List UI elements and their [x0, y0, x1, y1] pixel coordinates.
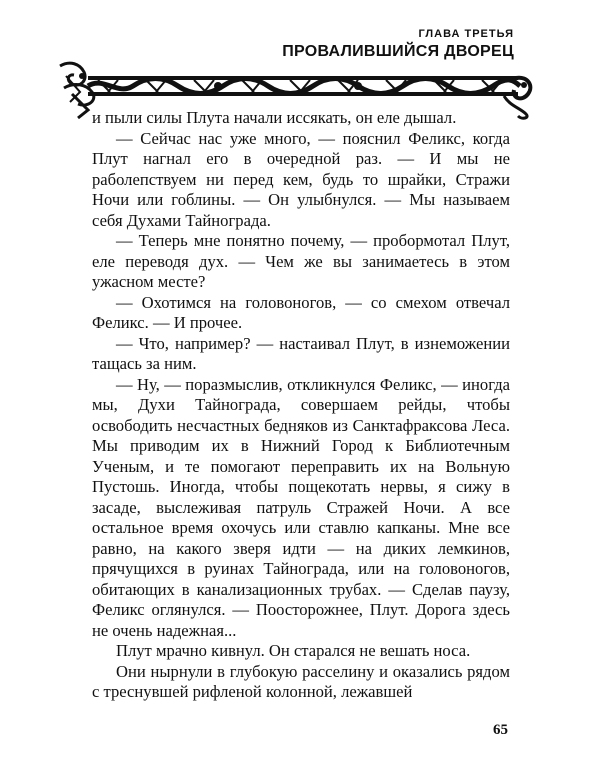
paragraph: Плут мрачно кивнул. Он старался не вешать носа.	[116, 641, 471, 660]
chapter-title: ПРОВАЛИВШИЙСЯ ДВОРЕЦ	[282, 43, 514, 60]
page-number: 65	[493, 722, 508, 738]
paragraph: — Ну, — поразмыслив, откликнулся Феликс, — иногда мы, Духи Тайнограда, совершаем рейды, чтобы освободить несчастных бедняков из Санктафраксова Леса. Мы приводим их в Нижний Город к Библиотечным Ученым, и те помогают переправить их на Вольную Пустошь. Иногда, чтобы пощекотать нервы, я сижу в засаде, выслеживая патруль Стражей Ночи. А все остальное время охочусь или ставлю капканы. Мне все равно, на какого зверя идти — на диких лемкинов, прячущихся в руинах Тайнограда, или на головоногов, обитающих в канализационных трубах. — Сделав паузу, Феликс оглянулся. — Поосторожнее, Плут. Дорога здесь не очень надежная...	[92, 374, 510, 640]
paragraph: — Теперь мне понятно почему, — пробормотал Плут, еле переводя дух. — Чем же вы занимаетесь в этом ужасном месте?	[92, 231, 510, 291]
paragraph: — Что, например? — настаивал Плут, в изнеможении тащась за ним.	[92, 333, 510, 373]
paragraph: — Охотимся на головоногов, — со смехом отвечал Феликс. — И прочее.	[92, 292, 510, 332]
paragraph: — Сейчас нас уже много, — пояснил Феликс, когда Плут нагнал его в очередной раз. — И мы не раболепствуем ни перед кем, будь то шрайки, Стражи Ночи или гоблины. — Он улыбнулся. — Мы называем себя Духами Тайнограда.	[92, 128, 510, 230]
chapter-label: ГЛАВА ТРЕТЬЯ	[418, 28, 514, 40]
paragraph: Они нырнули в глубокую расселину и оказались рядом с треснувшей рифленой колонной, лежавшей	[92, 661, 510, 701]
paragraph: и пыли силы Плута начали иссякать, он еле дышал.	[92, 108, 457, 127]
body-text	[92, 108, 510, 703]
